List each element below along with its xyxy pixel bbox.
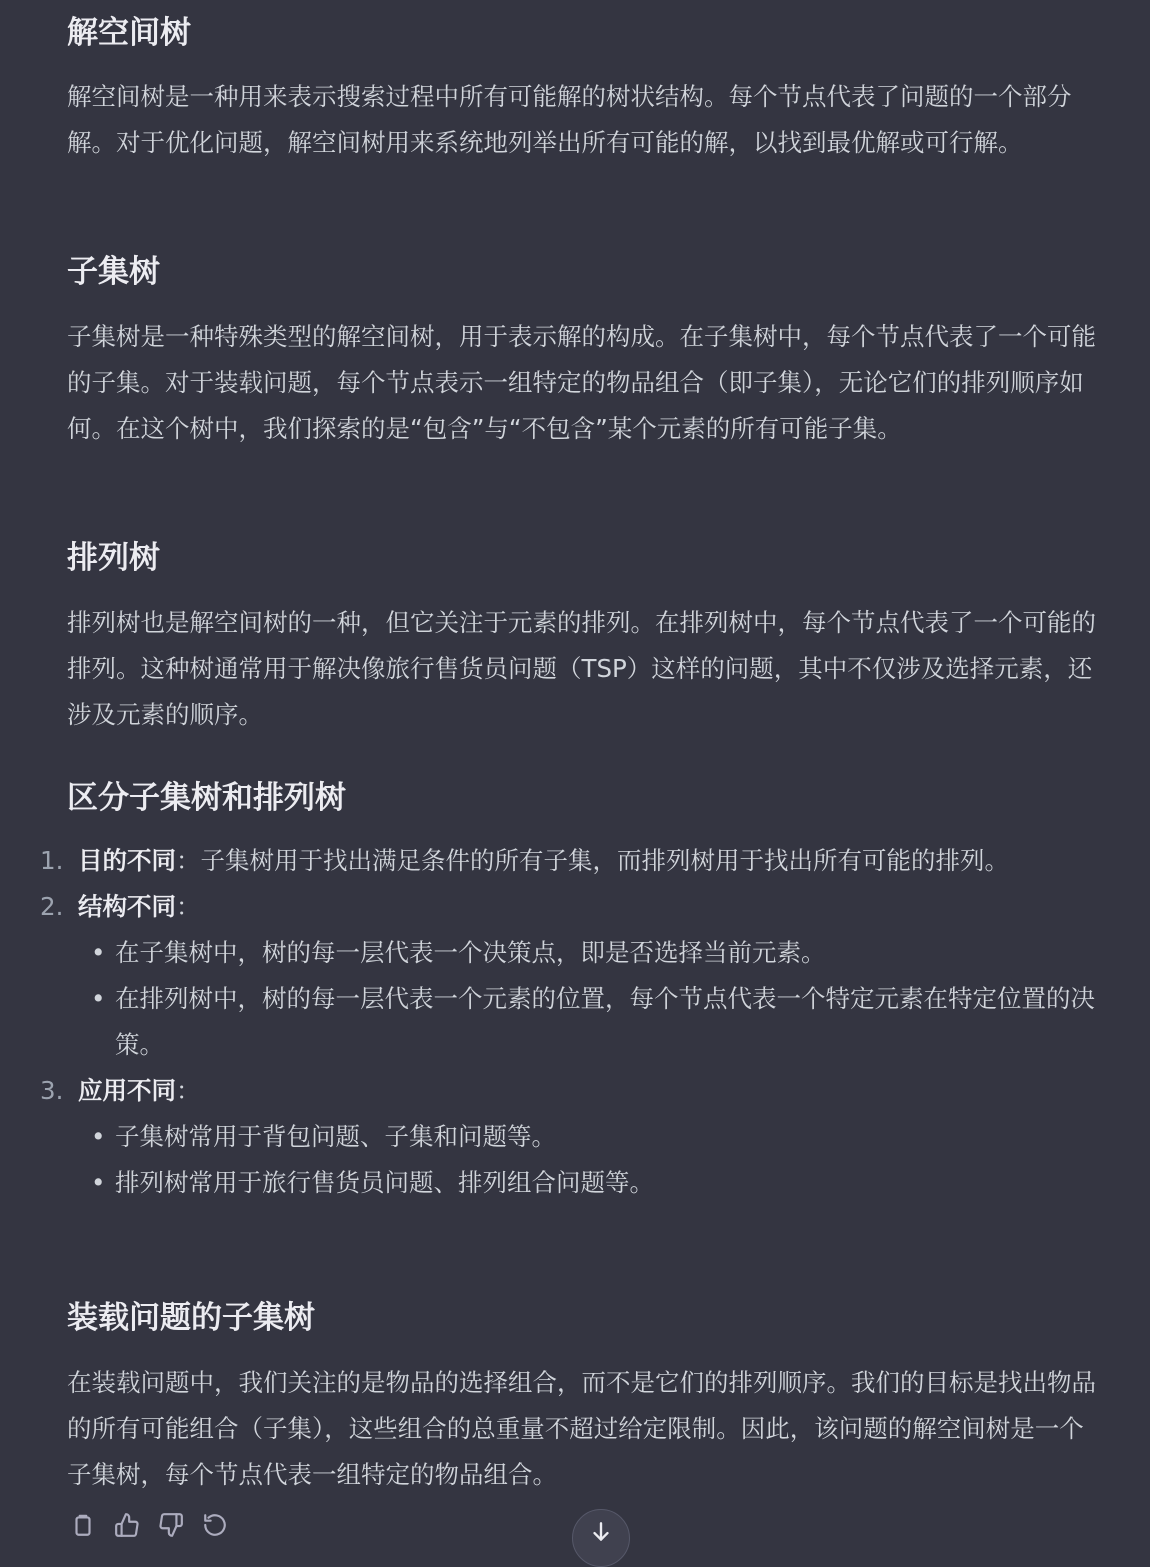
sub-list-item <box>40 930 1100 976</box>
list-item <box>40 838 1100 884</box>
sub-list-item-text: 排列树常用于旅行售货员问题、排列组合问题等。 <box>115 1168 654 1197</box>
thumbs-up-icon <box>114 1512 140 1538</box>
list-number: 2. <box>40 892 64 921</box>
scroll-to-bottom-button[interactable] <box>572 1509 630 1567</box>
list-number: 1. <box>40 846 64 875</box>
sub-list-item-text: 在排列树中，树的每一层代表一个元素的位置，每个节点代表一个特定元素在特定位置的决策。 <box>115 984 1095 1059</box>
list-item-colon: ： <box>176 1076 201 1105</box>
thumbs-down-icon <box>158 1512 184 1538</box>
section-body-subset-tree: 子集树是一种特殊类型的解空间树，用于表示解的构成。在子集树中，每个节点代表了一个可能的子集。对于装载问题，每个节点表示一组特定的物品组合（即子集），无论它们的排列顺序如何。在这个树中，我们探索的是“包含”与“不包含”某个元素的所有可能子集。 <box>67 322 1096 443</box>
list-item-text: 子集树用于找出满足条件的所有子集，而排列树用于找出所有可能的排列。 <box>200 846 1009 875</box>
section-heading-loading-problem: 装载问题的子集树 <box>67 1300 315 1336</box>
section-body-solution-space-tree: 解空间树是一种用来表示搜索过程中所有可能解的树状结构。每个节点代表了问题的一个部分解。对于优化问题，解空间树用来系统地列举出所有可能的解，以找到最优解或可行解。 <box>67 82 1072 157</box>
arrow-down-icon <box>588 1519 614 1545</box>
list-item-title: 目的不同 <box>78 846 176 875</box>
bullet-icon: • <box>91 1168 106 1197</box>
section-heading-difference: 区分子集树和排列树 <box>67 780 346 816</box>
list-item-colon: ： <box>176 892 201 921</box>
sub-list-item <box>40 1114 1100 1160</box>
regenerate-icon <box>202 1512 228 1538</box>
thumbs-up-button[interactable] <box>110 1508 144 1542</box>
sub-list-item-text: 在子集树中，树的每一层代表一个决策点，即是否选择当前元素。 <box>115 938 826 967</box>
bullet-icon: • <box>91 938 106 967</box>
bullet-icon: • <box>91 984 106 1013</box>
section-heading-solution-space-tree: 解空间树 <box>67 15 191 51</box>
section-heading-subset-tree: 子集树 <box>67 254 160 290</box>
list-item <box>40 884 1100 930</box>
list-item-title: 结构不同 <box>78 892 176 921</box>
list-item-title: 应用不同 <box>78 1076 176 1105</box>
sub-list-item-text: 子集树常用于背包问题、子集和问题等。 <box>115 1122 556 1151</box>
difference-list <box>40 838 1100 1206</box>
list-item-colon: ： <box>176 846 201 875</box>
thumbs-down-button[interactable] <box>154 1508 188 1542</box>
message-actions <box>66 1507 232 1543</box>
sub-list-item <box>40 1160 1100 1206</box>
section-heading-permutation-tree: 排列树 <box>67 540 160 576</box>
regenerate-button[interactable] <box>198 1508 232 1542</box>
bullet-icon: • <box>91 1122 106 1151</box>
section-body-permutation-tree: 排列树也是解空间树的一种，但它关注于元素的排列。在排列树中，每个节点代表了一个可能的排列。这种树通常用于解决像旅行售货员问题（TSP）这样的问题，其中不仅涉及选择元素，还涉及元素的顺序。 <box>67 608 1096 729</box>
sub-list-item <box>40 976 1100 1068</box>
copy-button[interactable] <box>66 1508 100 1542</box>
section-body-loading-problem: 在装载问题中，我们关注的是物品的选择组合，而不是它们的排列顺序。我们的目标是找出物品的所有可能组合（子集），这些组合的总重量不超过给定限制。因此，该问题的解空间树是一个子集树，每个节点代表一组特定的物品组合。 <box>67 1368 1096 1489</box>
list-number: 3. <box>40 1076 64 1105</box>
clipboard-icon <box>70 1512 96 1538</box>
list-item <box>40 1068 1100 1114</box>
